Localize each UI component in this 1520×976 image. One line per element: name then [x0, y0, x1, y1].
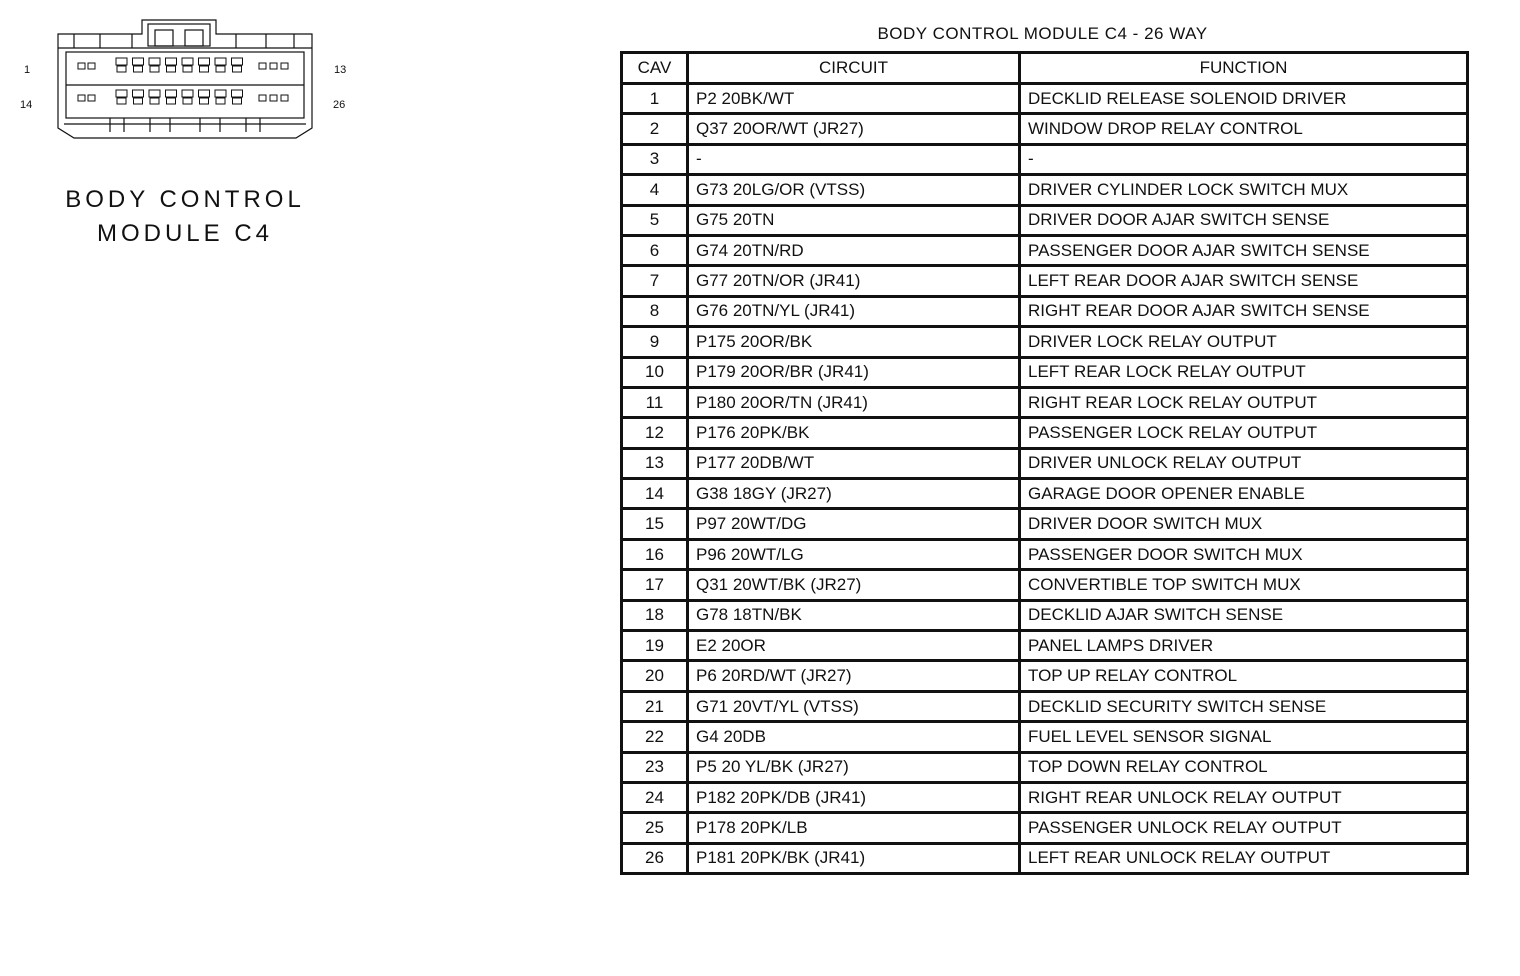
circuit-cell: P176 20PK/BK — [688, 418, 1020, 448]
table-row — [622, 235, 1468, 265]
function-cell: LEFT REAR LOCK RELAY OUTPUT — [1020, 357, 1468, 387]
cav-cell: 11 — [622, 387, 688, 417]
cavity-icon — [216, 66, 225, 72]
pin-label-14: 14 — [20, 99, 33, 111]
table-row — [622, 722, 1468, 752]
connector-cavities — [78, 58, 288, 104]
cav-cell: 9 — [622, 327, 688, 357]
connector-diagram — [0, 0, 360, 160]
circuit-cell: P181 20PK/BK (JR41) — [688, 843, 1020, 873]
cav-cell: 2 — [622, 114, 688, 144]
cav-cell: 8 — [622, 296, 688, 326]
function-cell: TOP DOWN RELAY CONTROL — [1020, 752, 1468, 782]
circuit-cell: G38 18GY (JR27) — [688, 479, 1020, 509]
circuit-cell: P96 20WT/LG — [688, 539, 1020, 569]
cavity-icon — [78, 95, 85, 101]
table-row — [622, 479, 1468, 509]
cav-cell: 20 — [622, 661, 688, 691]
cav-cell: 19 — [622, 631, 688, 661]
circuit-cell: P179 20OR/BR (JR41) — [688, 357, 1020, 387]
cavity-icon — [116, 58, 127, 65]
cavity-icon — [88, 63, 95, 69]
circuit-cell: P177 20DB/WT — [688, 448, 1020, 478]
cavity-icon — [270, 63, 277, 69]
cavity-icon — [167, 98, 176, 104]
table-row — [622, 752, 1468, 782]
table-header-row — [622, 53, 1468, 84]
cav-cell: 23 — [622, 752, 688, 782]
table-row — [622, 114, 1468, 144]
cavity-icon — [200, 98, 209, 104]
function-cell: RIGHT REAR LOCK RELAY OUTPUT — [1020, 387, 1468, 417]
cav-cell: 6 — [622, 235, 688, 265]
cavity-icon — [182, 58, 193, 65]
function-cell: DRIVER DOOR AJAR SWITCH SENSE — [1020, 205, 1468, 235]
circuit-cell: G78 18TN/BK — [688, 600, 1020, 630]
connector-title-line1: BODY CONTROL — [65, 186, 305, 213]
function-cell: DRIVER UNLOCK RELAY OUTPUT — [1020, 448, 1468, 478]
cavity-icon — [183, 98, 192, 104]
cav-cell: 18 — [622, 600, 688, 630]
cavity-icon — [117, 98, 126, 104]
cavity-icon — [134, 98, 143, 104]
function-cell: PANEL LAMPS DRIVER — [1020, 631, 1468, 661]
cav-cell: 3 — [622, 144, 688, 174]
function-cell: PASSENGER LOCK RELAY OUTPUT — [1020, 418, 1468, 448]
circuit-cell: E2 20OR — [688, 631, 1020, 661]
cav-cell: 14 — [622, 479, 688, 509]
circuit-cell: P5 20 YL/BK (JR27) — [688, 752, 1020, 782]
function-cell: PASSENGER UNLOCK RELAY OUTPUT — [1020, 813, 1468, 843]
cav-cell: 16 — [622, 539, 688, 569]
circuit-cell: G4 20DB — [688, 722, 1020, 752]
cav-cell: 25 — [622, 813, 688, 843]
circuit-cell: P97 20WT/DG — [688, 509, 1020, 539]
cavity-icon — [149, 90, 160, 97]
cavity-icon — [215, 90, 226, 97]
pinout-table — [620, 51, 1469, 875]
cavity-icon — [233, 66, 242, 72]
cavity-icon — [270, 95, 277, 101]
cavity-icon — [133, 90, 144, 97]
cavity-icon — [199, 90, 210, 97]
cav-cell: 22 — [622, 722, 688, 752]
function-cell: LEFT REAR DOOR AJAR SWITCH SENSE — [1020, 266, 1468, 296]
cavity-icon — [233, 98, 242, 104]
cavity-icon — [259, 95, 266, 101]
cav-cell: 13 — [622, 448, 688, 478]
cavity-icon — [281, 63, 288, 69]
circuit-cell: G73 20LG/OR (VTSS) — [688, 175, 1020, 205]
table-row — [622, 631, 1468, 661]
circuit-cell: G71 20VT/YL (VTSS) — [688, 691, 1020, 721]
header-function: FUNCTION — [1020, 53, 1468, 84]
cavity-icon — [166, 90, 177, 97]
function-cell: DECKLID SECURITY SWITCH SENSE — [1020, 691, 1468, 721]
cavity-icon — [88, 95, 95, 101]
cavity-icon — [167, 66, 176, 72]
cav-cell: 4 — [622, 175, 688, 205]
table-row — [622, 600, 1468, 630]
table-row — [622, 296, 1468, 326]
table-row — [622, 357, 1468, 387]
cavity-icon — [281, 95, 288, 101]
function-cell: PASSENGER DOOR SWITCH MUX — [1020, 539, 1468, 569]
table-row — [622, 509, 1468, 539]
circuit-cell: G76 20TN/YL (JR41) — [688, 296, 1020, 326]
pin-label-1: 1 — [24, 64, 31, 76]
circuit-cell: - — [688, 144, 1020, 174]
circuit-cell: P175 20OR/BK — [688, 327, 1020, 357]
cavity-icon — [183, 66, 192, 72]
cav-cell: 26 — [622, 843, 688, 873]
cavity-icon — [117, 66, 126, 72]
circuit-cell: P178 20PK/LB — [688, 813, 1020, 843]
cav-cell: 15 — [622, 509, 688, 539]
table-row — [622, 661, 1468, 691]
circuit-cell: P182 20PK/DB (JR41) — [688, 782, 1020, 812]
function-cell: RIGHT REAR UNLOCK RELAY OUTPUT — [1020, 782, 1468, 812]
pin-label-26: 26 — [333, 99, 346, 111]
table-row — [622, 782, 1468, 812]
cavity-icon — [133, 58, 144, 65]
cav-cell: 12 — [622, 418, 688, 448]
table-title: BODY CONTROL MODULE C4 - 26 WAY — [877, 24, 1208, 43]
circuit-cell: G77 20TN/OR (JR41) — [688, 266, 1020, 296]
table-row — [622, 843, 1468, 873]
cav-cell: 1 — [622, 84, 688, 114]
circuit-cell: P2 20BK/WT — [688, 84, 1020, 114]
function-cell: FUEL LEVEL SENSOR SIGNAL — [1020, 722, 1468, 752]
function-cell: RIGHT REAR DOOR AJAR SWITCH SENSE — [1020, 296, 1468, 326]
cavity-icon — [232, 58, 243, 65]
cavity-icon — [78, 63, 85, 69]
cavity-icon — [116, 90, 127, 97]
function-cell: DRIVER LOCK RELAY OUTPUT — [1020, 327, 1468, 357]
table-row — [622, 266, 1468, 296]
function-cell: CONVERTIBLE TOP SWITCH MUX — [1020, 570, 1468, 600]
circuit-cell: Q37 20OR/WT (JR27) — [688, 114, 1020, 144]
connector-title-line2: MODULE C4 — [96, 220, 274, 247]
table-row — [622, 418, 1468, 448]
table-row — [622, 570, 1468, 600]
circuit-cell: G74 20TN/RD — [688, 235, 1020, 265]
cavity-icon — [150, 66, 159, 72]
cav-cell: 7 — [622, 266, 688, 296]
function-cell: DECKLID AJAR SWITCH SENSE — [1020, 600, 1468, 630]
table-row — [622, 327, 1468, 357]
connector-title — [40, 183, 330, 251]
table-row — [622, 387, 1468, 417]
cavity-icon — [166, 58, 177, 65]
table-row — [622, 205, 1468, 235]
function-cell: PASSENGER DOOR AJAR SWITCH SENSE — [1020, 235, 1468, 265]
function-cell: DRIVER DOOR SWITCH MUX — [1020, 509, 1468, 539]
cavity-icon — [215, 58, 226, 65]
table-row — [622, 448, 1468, 478]
table-row — [622, 175, 1468, 205]
function-cell: DRIVER CYLINDER LOCK SWITCH MUX — [1020, 175, 1468, 205]
cav-cell: 24 — [622, 782, 688, 812]
circuit-cell: Q31 20WT/BK (JR27) — [688, 570, 1020, 600]
function-cell: DECKLID RELEASE SOLENOID DRIVER — [1020, 84, 1468, 114]
cavity-icon — [199, 58, 210, 65]
cavity-icon — [149, 58, 160, 65]
cav-cell: 17 — [622, 570, 688, 600]
circuit-cell: P180 20OR/TN (JR41) — [688, 387, 1020, 417]
table-row — [622, 84, 1468, 114]
pin-label-13: 13 — [334, 64, 347, 76]
cav-cell: 21 — [622, 691, 688, 721]
table-row — [622, 144, 1468, 174]
function-cell: - — [1020, 144, 1468, 174]
table-row — [622, 539, 1468, 569]
cavity-icon — [134, 66, 143, 72]
cavity-icon — [200, 66, 209, 72]
cav-cell: 5 — [622, 205, 688, 235]
cav-cell: 10 — [622, 357, 688, 387]
circuit-cell: G75 20TN — [688, 205, 1020, 235]
cavity-icon — [182, 90, 193, 97]
cavity-icon — [216, 98, 225, 104]
function-cell: WINDOW DROP RELAY CONTROL — [1020, 114, 1468, 144]
cavity-icon — [232, 90, 243, 97]
function-cell: LEFT REAR UNLOCK RELAY OUTPUT — [1020, 843, 1468, 873]
function-cell: TOP UP RELAY CONTROL — [1020, 661, 1468, 691]
table-row — [622, 691, 1468, 721]
header-circuit: CIRCUIT — [688, 53, 1020, 84]
cavity-icon — [259, 63, 266, 69]
function-cell: GARAGE DOOR OPENER ENABLE — [1020, 479, 1468, 509]
circuit-cell: P6 20RD/WT (JR27) — [688, 661, 1020, 691]
cavity-icon — [150, 98, 159, 104]
header-cav: CAV — [622, 53, 688, 84]
table-row — [622, 813, 1468, 843]
